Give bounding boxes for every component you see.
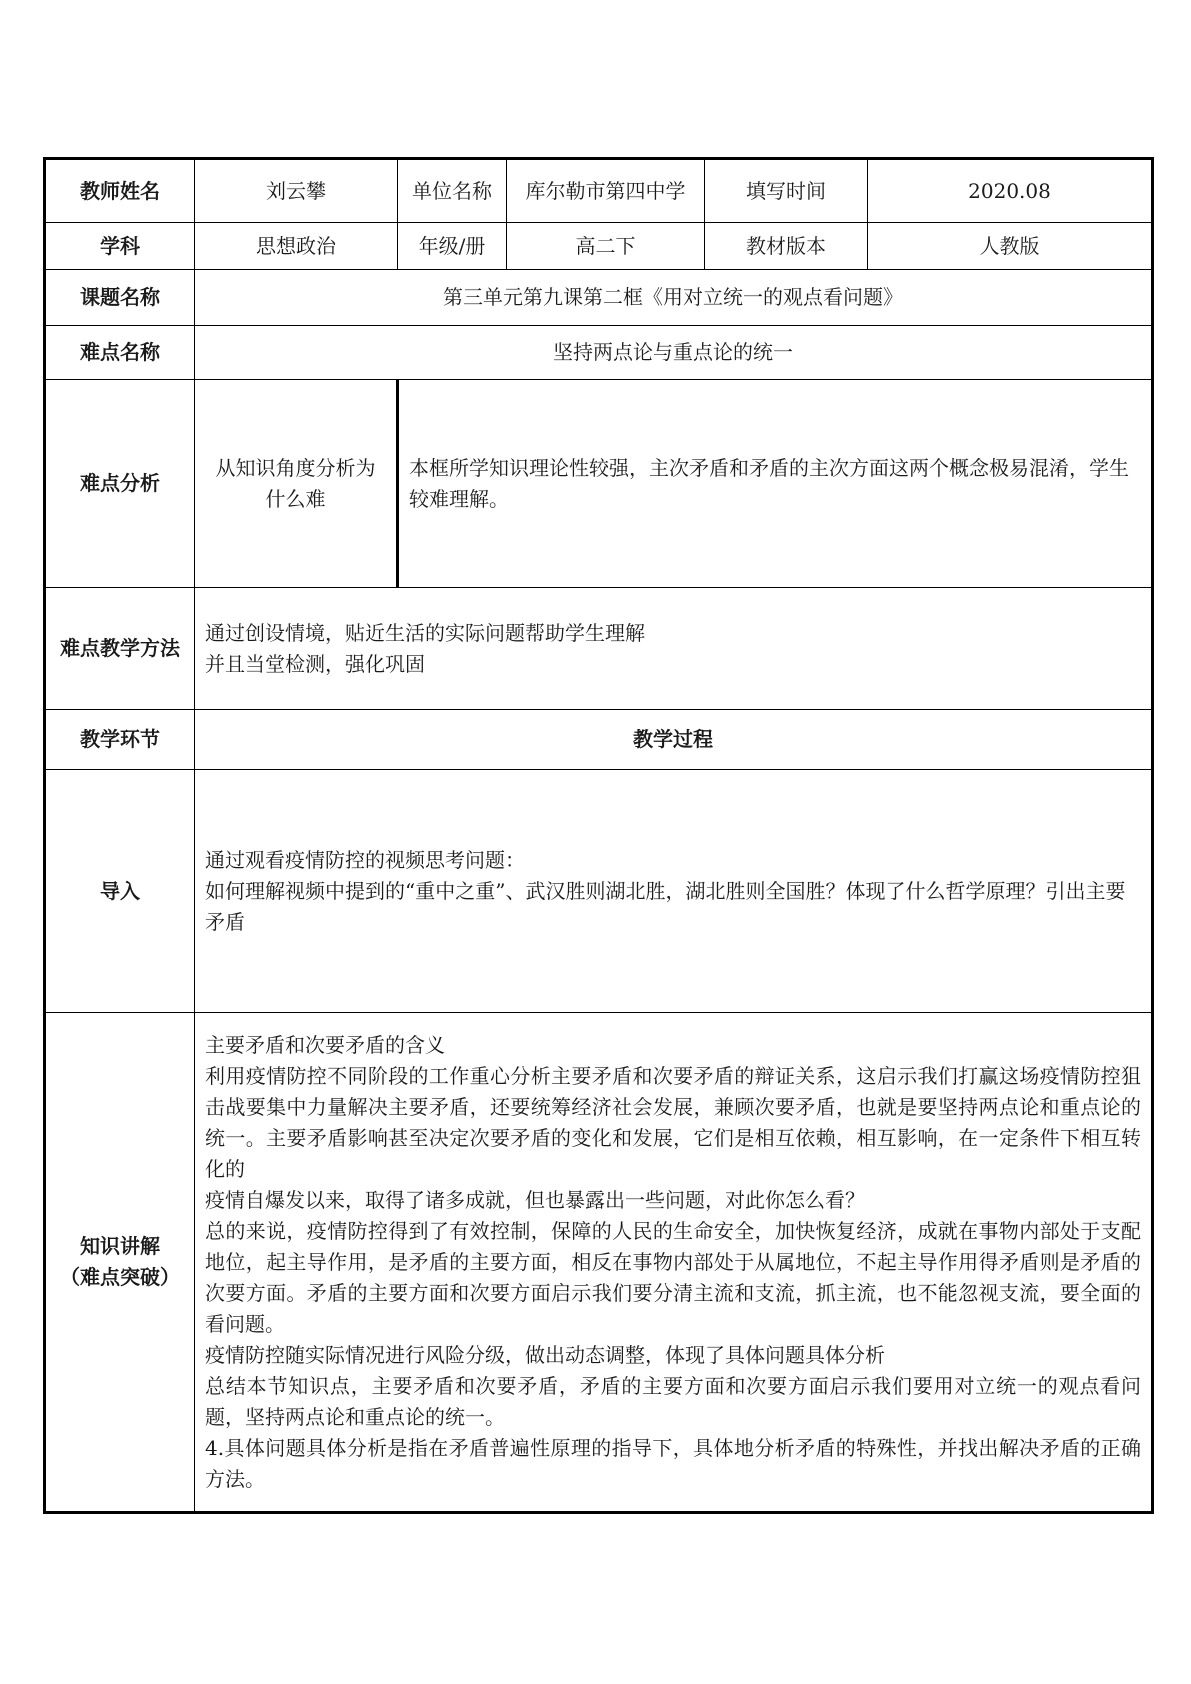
fill-time-label: 填写时间 [705,159,868,223]
knowledge-paragraph: 利用疫情防控不同阶段的工作重心分析主要矛盾和次要矛盾的辩证关系，这启示我们打赢这场疫情防控狙击战要集中力量解决主要矛盾，还要统筹经济社会发展，兼顾次要矛盾，也就是要坚持两点论和重点论的统一。主要矛盾影响甚至决定次要矛盾的变化和发展，它们是相互依赖，相互影响，在一定条件下相互转化的 [205,1063,1141,1181]
analysis-sub-label: 从知识角度分析为什么难 [195,380,398,588]
stage-header-label: 教学环节 [45,710,195,770]
unit-name-label: 单位名称 [398,159,507,223]
intro-label: 导入 [45,770,195,1013]
knowledge-row [45,1013,1153,1513]
lesson-plan-form [43,157,1151,1514]
subject-row [45,223,1153,270]
unit-name-value: 库尔勒市第四中学 [507,159,705,223]
knowledge-paragraph: 4.具体问题具体分析是指在矛盾普遍性原理的指导下，具体地分析矛盾的特殊性，并找出解决矛盾的正确方法。 [205,1435,1141,1491]
subject-value: 思想政治 [195,223,398,270]
knowledge-paragraph: 总结本节知识点，主要矛盾和次要矛盾，矛盾的主要方面和次要方面启示我们要用对立统一的观点看问题，坚持两点论和重点论的统一。 [205,1373,1141,1429]
method-value [195,588,1153,710]
knowledge-paragraph: 总的来说，疫情防控得到了有效控制，保障的人民的生命安全，加快恢复经济，成就在事物内部处于支配地位，起主导作用，是矛盾的主要方面，相反在事物内部处于从属地位，不起主导作用得矛盾则是矛盾的次要方面。矛盾的主要方面和次要方面启示我们要分清主流和支流，抓主流，也不能忽视支流，要全面的看问题。 [205,1218,1141,1336]
difficulty-label: 难点名称 [45,326,195,380]
method-line: 并且当堂检测，强化巩固 [205,651,425,676]
analysis-text: 本框所学知识理论性较强，主次矛盾和矛盾的主次方面这两个概念极易混淆，学生较难理解。 [409,455,1129,511]
knowledge-label-line1: 知识讲解 [80,1234,160,1258]
knowledge-label [45,1013,195,1513]
intro-line: 通过观看疫情防控的视频思考问题： [205,847,525,872]
process-header-row [45,710,1153,770]
grade-value: 高二下 [507,223,705,270]
edition-label: 教材版本 [705,223,868,270]
grade-label: 年级/册 [398,223,507,270]
knowledge-paragraph: 疫情防控随实际情况进行风险分级，做出动态调整，体现了具体问题具体分析 [205,1342,885,1367]
header-row [45,159,1153,223]
topic-label: 课题名称 [45,270,195,326]
method-line: 通过创设情境，贴近生活的实际问题帮助学生理解 [205,620,645,645]
knowledge-paragraph: 疫情自爆发以来，取得了诸多成就，但也暴露出一些问题，对此你怎么看？ [205,1187,865,1212]
analysis-label: 难点分析 [45,380,195,588]
knowledge-label-line2: （难点突破） [60,1265,180,1289]
analysis-value [398,380,1153,588]
subject-label: 学科 [45,223,195,270]
difficulty-value: 坚持两点论与重点论的统一 [195,326,1153,380]
fill-time-value: 2020.08 [868,159,1153,223]
edition-value: 人教版 [868,223,1153,270]
topic-value: 第三单元第九课第二框《用对立统一的观点看问题》 [195,270,1153,326]
teacher-name-value: 刘云攀 [195,159,398,223]
lesson-plan-table [43,157,1154,1514]
intro-value [195,770,1153,1013]
teacher-name-label: 教师姓名 [45,159,195,223]
process-header-label: 教学过程 [195,710,1153,770]
difficulty-row [45,326,1153,380]
knowledge-paragraph: 主要矛盾和次要矛盾的含义 [205,1032,445,1057]
topic-row [45,270,1153,326]
intro-row [45,770,1153,1013]
method-label: 难点教学方法 [45,588,195,710]
method-row [45,588,1153,710]
analysis-row [45,380,1153,588]
intro-line: 如何理解视频中提到的“重中之重”、武汉胜则湖北胜，湖北胜则全国胜？体现了什么哲学原理？引出主要矛盾 [205,878,1126,934]
knowledge-content [195,1013,1153,1513]
